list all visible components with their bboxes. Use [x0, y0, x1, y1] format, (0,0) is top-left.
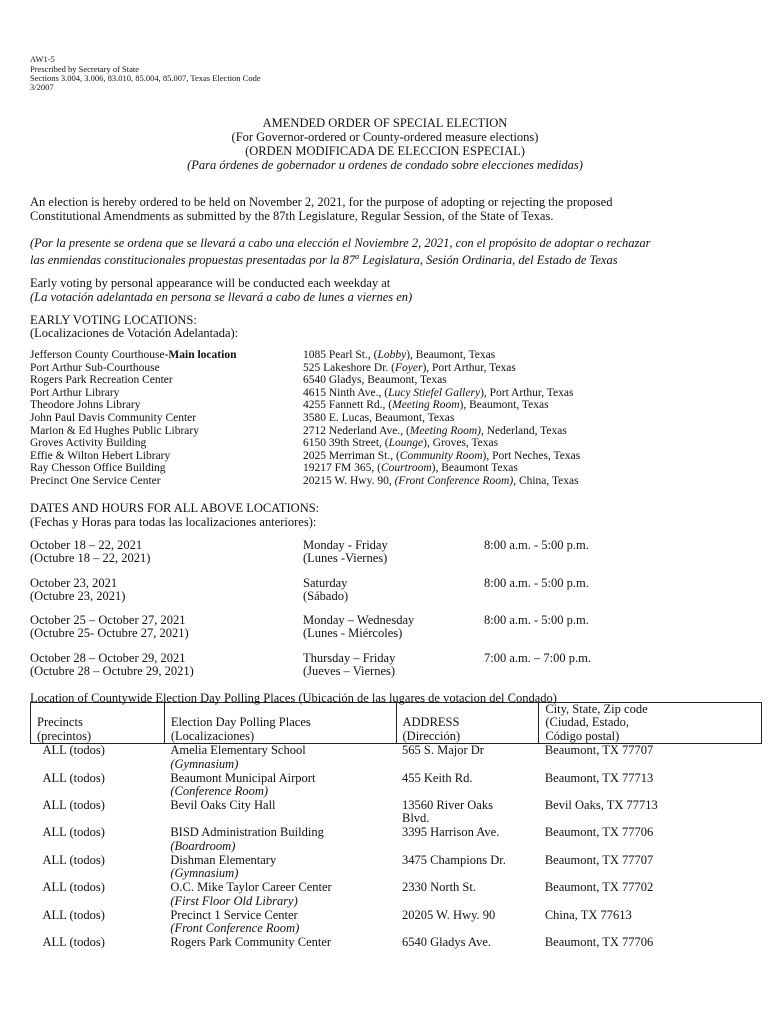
address-text: 2712 Nederland Ave., (	[303, 424, 410, 437]
room-text: Meeting Room),	[409, 424, 484, 437]
polling-place-room: (Gymnasium)	[170, 756, 239, 771]
location-name	[30, 399, 141, 412]
address-city: ), Groves, Texas	[423, 437, 499, 450]
location-name	[30, 475, 161, 488]
address-text: 1085 Pearl St., (	[303, 349, 378, 361]
hours: 8:00 a.m. - 5:00 p.m.	[484, 613, 589, 627]
address-text: 19217 FM 365, (	[303, 462, 381, 475]
location-address	[303, 425, 567, 438]
location-name	[30, 362, 160, 375]
address-cell	[396, 826, 539, 853]
location-name-text: Theodore Johns Library	[30, 399, 141, 412]
date-range-es: (Octubre 23, 2021)	[30, 589, 126, 603]
address-text: 3580 E. Lucas, Beaumont, Texas	[303, 412, 455, 424]
location-name-text: Ray Chesson Office Building	[30, 462, 166, 475]
address-cell	[396, 909, 539, 936]
polling-place-name: BISD Administration Building	[170, 825, 324, 840]
city-header: City, State, Zip code (Ciudad, Estado, Código postal)	[539, 703, 762, 744]
polling-place-cell	[164, 909, 396, 936]
location-address	[303, 362, 516, 375]
location-address	[303, 349, 495, 362]
precincts-header: Precincts (precintos)	[31, 703, 165, 744]
table-row	[31, 744, 762, 772]
address-city: ), Port Arthur, Texas	[422, 361, 516, 374]
polling-place-room: (First Floor Old Library)	[170, 893, 298, 908]
address-cell	[396, 881, 539, 908]
address-text: 525 Lakeshore Dr. (	[303, 361, 395, 374]
room-text: Courtroom	[380, 462, 432, 475]
polling-place-cell	[164, 936, 396, 963]
hours: 8:00 a.m. - 5:00 p.m.	[484, 538, 589, 552]
polling-place-cell	[164, 772, 396, 799]
location-name-text: Port Arthur Sub-Courthouse	[30, 361, 160, 374]
location-name-text: Precinct One Service Center	[30, 475, 161, 487]
election-day-heading: Location of Countywide Election Day Polling Places (Ubicación de las lugares de votacion del Condado)	[30, 691, 557, 705]
table-row	[31, 854, 762, 881]
location-address	[303, 412, 454, 425]
location-address	[303, 399, 549, 412]
main-location-label: Main location	[168, 349, 237, 361]
location-name	[30, 437, 146, 450]
address-header: ADDRESS (Dirección)	[396, 703, 539, 744]
title-subtitle-en: (For Governor-ordered or County-ordered measure elections)	[231, 130, 539, 144]
polling-place-name: Amelia Elementary School	[170, 743, 306, 758]
location-address	[303, 437, 498, 450]
address-city: Nederland, Texas	[483, 424, 567, 437]
location-name-text: Port Arthur Library	[30, 386, 120, 399]
city-cell: Beaumont, TX 77707	[544, 743, 654, 758]
table-header-row	[31, 703, 762, 744]
intro-en-line1: An election is hereby ordered to be held on November 2, 2021, for the purpose of adopting or rejecting the proposed	[30, 195, 613, 209]
location-address	[303, 475, 579, 488]
polling-place-name: Beaumont Municipal Airport	[170, 770, 316, 785]
address-line1: 20205 W. Hwy. 90	[402, 907, 496, 922]
city-cell: Beaumont, TX 77713	[544, 770, 654, 785]
polling-place-room: (Conference Room)	[170, 784, 269, 799]
address-city: , China, Texas	[513, 475, 579, 487]
date-range: October 28 – October 29, 2021	[30, 651, 186, 665]
address-cell	[396, 854, 539, 881]
address-text: 4255 Fannett Rd., (	[303, 399, 393, 412]
address-cell	[396, 744, 539, 772]
polling-place-name: Bevil Oaks City Hall	[170, 798, 276, 812]
location-name	[30, 387, 119, 400]
address-cell	[396, 936, 539, 963]
date-range-es: (Octubre 18 – 22, 2021)	[30, 551, 151, 565]
intro-es-line1: (Por la presente se ordena que se llevará a cabo una elección el Noviembre 2, 2021, con el propósito de adoptar o rechazar	[30, 236, 651, 250]
address-text: 2025 Merriman St., (	[303, 449, 400, 462]
precinct-cell: ALL (todos)	[42, 934, 105, 949]
room-text: Community Room	[399, 449, 483, 462]
location-name-text: Rogers Park Recreation Center	[30, 374, 173, 387]
form-date: 3/2007	[30, 82, 54, 92]
polling-place-cell	[164, 881, 396, 908]
table-row	[31, 799, 762, 826]
room-text: Lounge	[388, 437, 424, 450]
location-name-text: Jefferson County Courthouse-	[30, 349, 169, 361]
location-name	[30, 462, 166, 475]
address-text: 20215 W. Hwy. 90,	[303, 475, 395, 487]
city-cell: Beaumont, TX 77707	[544, 852, 654, 867]
address-city: ), Port Neches, Texas	[482, 449, 581, 462]
room-text: Lobby	[377, 349, 407, 361]
address-text: 6150 39th Street, (	[303, 437, 389, 450]
address-line1: 3475 Champions Dr.	[402, 852, 506, 867]
precinct-cell: ALL (todos)	[42, 743, 105, 758]
weekday-range-es: (Jueves – Viernes)	[303, 664, 396, 678]
form-id: AW1-5	[30, 54, 55, 64]
polling-place-cell	[164, 744, 396, 772]
dates-heading-es: (Fechas y Horas para todas las localizaciones anteriores):	[30, 515, 317, 529]
early-voting-es: (La votación adelantada en persona se llevará a cabo de lunes a viernes en)	[30, 290, 413, 304]
precinct-cell: ALL (todos)	[42, 907, 105, 922]
precinct-cell: ALL (todos)	[42, 798, 105, 812]
date-range-es: (Octubre 28 – Octubre 29, 2021)	[30, 664, 194, 678]
city-cell: Beaumont, TX 77706	[544, 825, 654, 840]
location-name-text: John Paul Davis Community Center	[30, 412, 197, 424]
intro-en-line2: Constitutional Amendments as submitted by the 87th Legislature, Regular Session, of the State of Texas.	[30, 209, 554, 223]
precinct-cell: ALL (todos)	[42, 852, 105, 867]
weekday-range: Thursday – Friday	[303, 651, 396, 665]
weekday-range-es: (Lunes - Miércoles)	[303, 626, 403, 640]
table-row	[31, 881, 762, 908]
date-range: October 18 – 22, 2021	[30, 538, 143, 552]
room-text: Foyer	[394, 361, 423, 374]
table-row	[31, 826, 762, 853]
location-name-text: Effie & Wilton Hebert Library	[30, 449, 171, 462]
page-title: AMENDED ORDER OF SPECIAL ELECTION	[262, 116, 508, 130]
date-range: October 25 – October 27, 2021	[30, 613, 186, 627]
location-name	[30, 349, 236, 362]
early-voting-heading-es: (Localizaciones de Votación Adelantada):	[30, 326, 239, 340]
city-cell: China, TX 77613	[544, 907, 632, 922]
location-address	[303, 387, 573, 400]
location-address	[303, 450, 580, 463]
hours: 7:00 a.m. – 7:00 p.m.	[484, 651, 591, 665]
polling-place-room: (Boardroom)	[170, 838, 236, 853]
address-line2: Blvd.	[402, 811, 430, 826]
polling-place-room: (Gymnasium)	[170, 866, 239, 881]
table-row	[31, 772, 762, 799]
location-name-text: Marion & Ed Hughes Public Library	[30, 424, 199, 437]
polling-place-name: O.C. Mike Taylor Career Center	[170, 880, 332, 895]
table-row	[31, 936, 762, 963]
polling-place-cell	[164, 826, 396, 853]
weekday-range: Saturday	[303, 576, 348, 590]
polling-place-name: Rogers Park Community Center	[170, 934, 332, 949]
address-city: ), Beaumont, Texas	[406, 349, 496, 361]
weekday-range: Monday – Wednesday	[303, 613, 415, 627]
address-city: ), Port Arthur, Texas	[480, 386, 574, 399]
address-city: ), Beaumont Texas	[431, 462, 518, 475]
address-city: ), Beaumont, Texas	[459, 399, 549, 412]
title-subtitle-es: (Para órdenes de gobernador u ordenes de condado sobre elecciones medidas)	[187, 158, 583, 172]
dates-heading: DATES AND HOURS FOR ALL ABOVE LOCATIONS:	[30, 501, 320, 515]
prescribed-line: Prescribed by Secretary of State	[30, 64, 140, 74]
polling-place-name: Dishman Elementary	[170, 852, 277, 867]
location-address	[303, 462, 518, 475]
address-line1: 2330 North St.	[402, 880, 476, 895]
precinct-cell: ALL (todos)	[42, 825, 105, 840]
hours: 8:00 a.m. - 5:00 p.m.	[484, 576, 589, 590]
room-text: (Front Conference Room)	[394, 475, 514, 487]
location-name	[30, 425, 199, 438]
address-cell	[396, 772, 539, 799]
weekday-range-es: (Lunes -Viernes)	[303, 551, 388, 565]
address-line1: 455 Keith Rd.	[402, 770, 473, 785]
table-row	[31, 909, 762, 936]
city-cell: Bevil Oaks, TX 77713	[544, 798, 658, 812]
room-text: Lucy Stiefel Gallery	[388, 386, 481, 399]
address-line1: 3395 Harrison Ave.	[402, 825, 500, 840]
location-name-text: Groves Activity Building	[30, 437, 147, 450]
precinct-cell: ALL (todos)	[42, 880, 105, 895]
city-cell: Beaumont, TX 77706	[544, 934, 654, 949]
early-voting-heading: EARLY VOTING LOCATIONS:	[30, 313, 197, 327]
address-text: 6540 Gladys, Beaumont, Texas	[303, 374, 447, 387]
address-line1: 6540 Gladys Ave.	[402, 934, 491, 949]
polling-places-table	[30, 702, 762, 963]
polling-place-cell	[164, 854, 396, 881]
sections-line: Sections 3.004, 3.006, 83.010, 85.004, 85.007, Texas Election Code	[30, 73, 261, 83]
weekday-range-es: (Sábado)	[303, 589, 349, 603]
polling-places-header: Election Day Polling Places (Localizaciones)	[164, 703, 396, 744]
polling-place-room: (Front Conference Room)	[170, 920, 300, 935]
polling-place-name: Precinct 1 Service Center	[170, 907, 298, 922]
polling-place-cell	[164, 799, 396, 826]
room-text: Meeting Room	[392, 399, 460, 412]
location-address	[303, 374, 447, 387]
address-line1: 565 S. Major Dr	[402, 743, 484, 758]
address-cell	[396, 799, 539, 826]
early-voting-en: Early voting by personal appearance will be conducted each weekday at	[30, 276, 391, 290]
address-text: 4615 Ninth Ave., (	[303, 386, 389, 399]
precinct-cell: ALL (todos)	[42, 770, 105, 785]
intro-es-line2: las enmiendas constitucionales propuestas presentadas por la 87$^a$ Legislatura, Sesión Ordinaria, del Estado de Texas	[30, 252, 618, 268]
city-cell: Beaumont, TX 77702	[544, 880, 654, 895]
date-range: October 23, 2021	[30, 576, 118, 590]
location-name	[30, 412, 196, 425]
title-spanish: (ORDEN MODIFICADA DE ELECCION ESPECIAL)	[245, 144, 525, 158]
date-range-es: (Octubre 25- Octubre 27, 2021)	[30, 626, 189, 640]
address-line1: 13560 River Oaks	[402, 798, 493, 812]
weekday-range: Monday - Friday	[303, 538, 388, 552]
location-name	[30, 374, 173, 387]
location-name	[30, 450, 170, 463]
